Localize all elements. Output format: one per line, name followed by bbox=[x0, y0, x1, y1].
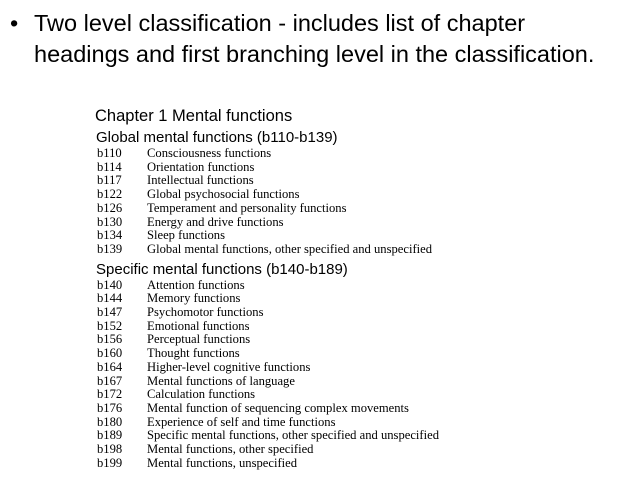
entry-code: b140 bbox=[97, 277, 123, 292]
entry-label: Global psychosocial functions bbox=[147, 187, 300, 202]
list-item bbox=[97, 229, 585, 243]
entry-code: b176 bbox=[97, 400, 123, 415]
entry-label: Perceptual functions bbox=[147, 332, 251, 347]
bullet-point bbox=[10, 8, 620, 70]
list-item bbox=[97, 388, 585, 402]
entry-code: b167 bbox=[97, 373, 123, 388]
list-item bbox=[97, 147, 585, 161]
list-item bbox=[97, 174, 585, 188]
list-item bbox=[97, 188, 585, 202]
list-item bbox=[97, 333, 585, 347]
entry-code: b126 bbox=[97, 200, 123, 215]
entry-label: Intellectual functions bbox=[147, 173, 254, 188]
list-item bbox=[97, 292, 585, 306]
entry-label: Mental function of sequencing complex movements bbox=[147, 400, 409, 415]
entry-code: b172 bbox=[97, 387, 123, 402]
list-item bbox=[97, 320, 585, 334]
entry-code: b122 bbox=[97, 187, 123, 202]
entry-label: Calculation functions bbox=[147, 387, 256, 402]
entry-code: b130 bbox=[97, 214, 123, 229]
list-item bbox=[97, 243, 585, 257]
entry-code: b156 bbox=[97, 332, 123, 347]
entry-code: b139 bbox=[97, 241, 123, 256]
entry-label: Psychomotor functions bbox=[147, 305, 264, 320]
entry-code: b110 bbox=[97, 146, 122, 160]
list-item bbox=[97, 361, 585, 375]
list-item bbox=[97, 429, 585, 443]
entry-code: b144 bbox=[97, 291, 123, 306]
entry-code: b147 bbox=[97, 305, 123, 320]
entry-label: Thought functions bbox=[147, 346, 240, 361]
list-item bbox=[97, 375, 585, 389]
list-item bbox=[97, 402, 585, 416]
list-item bbox=[97, 279, 585, 293]
list-item bbox=[97, 216, 585, 230]
chapter-title: Chapter 1 Mental functions bbox=[95, 107, 293, 125]
list-item bbox=[97, 416, 585, 430]
entry-code: b198 bbox=[97, 442, 123, 457]
entry-label: Specific mental functions, other specified and unspecified bbox=[147, 428, 440, 443]
entry-code: b117 bbox=[97, 173, 122, 188]
entry-label: Sleep functions bbox=[147, 228, 225, 243]
entry-code: b152 bbox=[97, 318, 123, 333]
entry-label: Mental functions, unspecified bbox=[147, 455, 298, 470]
entry-code: b114 bbox=[97, 159, 122, 174]
entry-label: Experience of self and time functions bbox=[147, 414, 336, 429]
section-heading-specific: Specific mental functions (b140-b189) bbox=[96, 260, 348, 278]
list-item bbox=[97, 457, 585, 471]
entry-label: Higher-level cognitive functions bbox=[147, 359, 311, 374]
entry-code: b189 bbox=[97, 428, 123, 443]
entry-code: b164 bbox=[97, 359, 123, 374]
list-item bbox=[97, 347, 585, 361]
list-item bbox=[97, 443, 585, 457]
bullet-text: Two level classification - includes list of chapter headings and first branching level in the classification. bbox=[34, 10, 595, 67]
entry-label: Memory functions bbox=[147, 291, 241, 306]
list-item bbox=[97, 161, 585, 175]
bullet-dot: • bbox=[10, 10, 19, 36]
entry-label: Consciousness functions bbox=[147, 146, 272, 160]
entry-code: b160 bbox=[97, 346, 123, 361]
entry-code: b134 bbox=[97, 228, 123, 243]
list-item bbox=[97, 202, 585, 216]
entry-label: Orientation functions bbox=[147, 159, 255, 174]
list-item bbox=[97, 306, 585, 320]
entry-list-global bbox=[97, 147, 585, 257]
entry-code: b199 bbox=[97, 455, 123, 470]
entry-label: Emotional functions bbox=[147, 318, 250, 333]
entry-label: Attention functions bbox=[147, 277, 245, 292]
entry-code: b180 bbox=[97, 414, 123, 429]
entry-label: Mental functions, other specified bbox=[147, 442, 314, 457]
entry-list-specific bbox=[97, 279, 585, 471]
classification-excerpt bbox=[95, 106, 585, 470]
section-heading-global: Global mental functions (b110-b139) bbox=[96, 129, 338, 146]
entry-label: Temperament and personality functions bbox=[147, 200, 347, 215]
entry-label: Global mental functions, other specified and unspecified bbox=[147, 241, 433, 256]
entry-label: Energy and drive functions bbox=[147, 214, 284, 229]
entry-label: Mental functions of language bbox=[147, 373, 295, 388]
